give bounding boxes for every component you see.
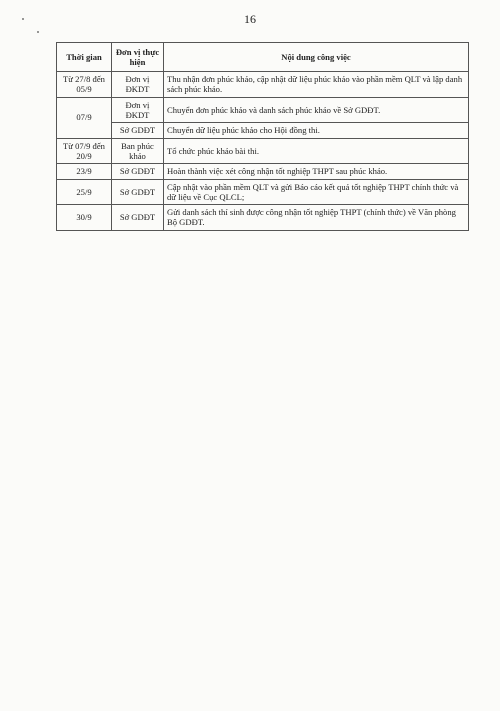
row-unit: Sở GDĐT	[112, 179, 164, 205]
row-content: Gửi danh sách thí sinh được công nhận tốt nghiệp THPT (chính thức) về Văn phòng Bộ GDĐT.	[164, 205, 469, 231]
row-time: Từ 07/9 đến 20/9	[57, 138, 112, 164]
scan-speck	[37, 31, 39, 33]
row-unit: Sở GDĐT	[112, 164, 164, 179]
table-row	[57, 123, 469, 138]
row-time: 30/9	[57, 205, 112, 231]
table-row	[57, 138, 469, 164]
row-content: Hoàn thành việc xét công nhận tốt nghiệp THPT sau phúc khảo.	[164, 164, 469, 179]
header-content: Nội dung công việc	[164, 43, 469, 72]
row-time: 25/9	[57, 179, 112, 205]
row-content: Chuyển đơn phúc khảo và danh sách phúc khảo về Sở GDĐT.	[164, 97, 469, 123]
row-time: 23/9	[57, 164, 112, 179]
table-row	[57, 97, 469, 123]
table-row	[57, 179, 469, 205]
row-unit: Sở GDĐT	[112, 205, 164, 231]
schedule-table	[56, 42, 469, 231]
header-time: Thời gian	[57, 43, 112, 72]
table-row	[57, 72, 469, 98]
table-row	[57, 164, 469, 179]
row-content: Tổ chức phúc khảo bài thi.	[164, 138, 469, 164]
row-unit: Ban phúc khảo	[112, 138, 164, 164]
header-unit: Đơn vị thực hiện	[112, 43, 164, 72]
table-row	[57, 205, 469, 231]
row-time: 07/9	[57, 97, 112, 138]
table-header-row	[57, 43, 469, 72]
row-time: Từ 27/8 đến 05/9	[57, 72, 112, 98]
row-content: Thu nhận đơn phúc khảo, cập nhật dữ liệu phúc khảo vào phần mềm QLT và lập danh sách phúc khảo.	[164, 72, 469, 98]
row-content: Chuyển dữ liệu phúc khảo cho Hội đồng thi.	[164, 123, 469, 138]
row-unit: Đơn vị ĐKDT	[112, 72, 164, 98]
row-content: Cập nhật vào phần mềm QLT và gửi Báo cáo kết quả tốt nghiệp THPT chính thức và dữ liệu về Cục QLCL;	[164, 179, 469, 205]
row-unit: Sở GDĐT	[112, 123, 164, 138]
row-unit: Đơn vị ĐKDT	[112, 97, 164, 123]
page-number: 16	[244, 12, 256, 26]
